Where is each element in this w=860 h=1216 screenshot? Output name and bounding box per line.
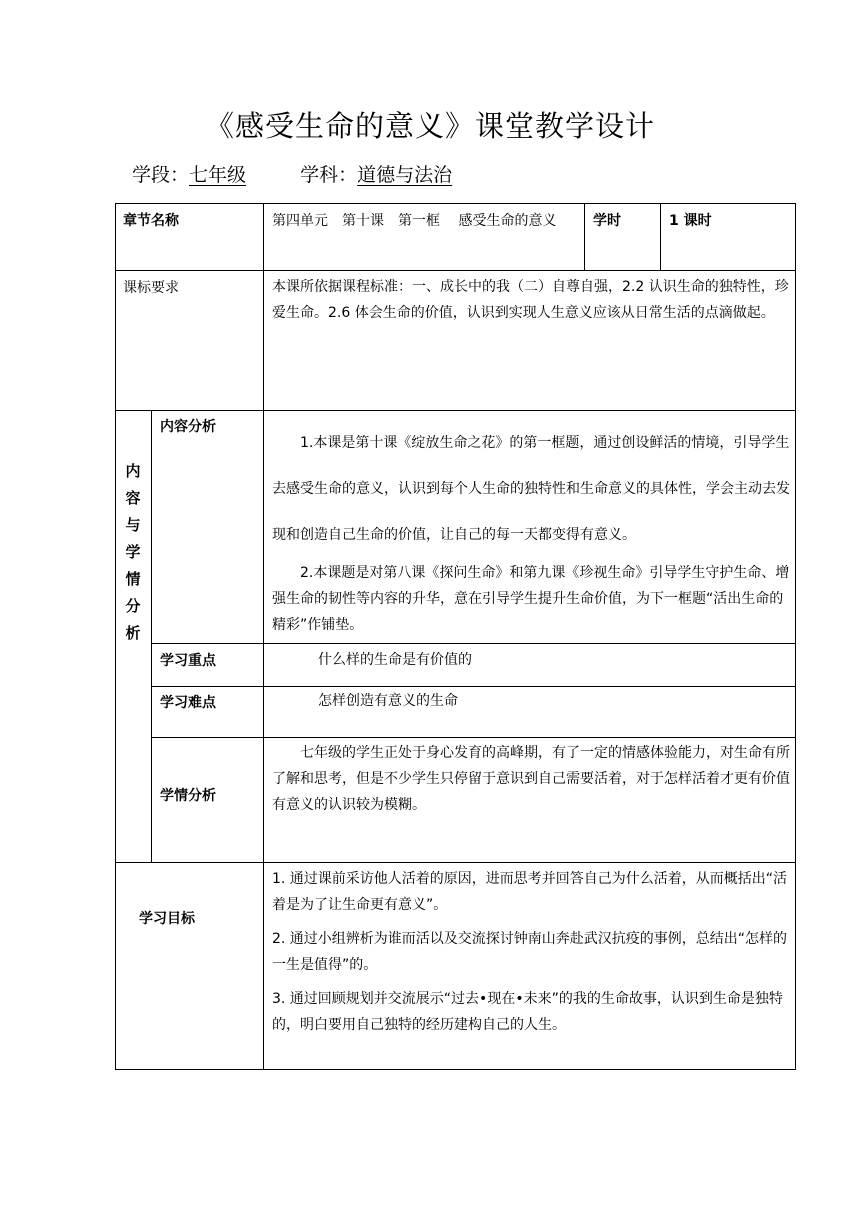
grade-value: 七年级 [189, 164, 247, 186]
chapter-label: 章节名称 [123, 213, 179, 229]
grade-label: 学段： [132, 164, 190, 186]
key-label: 学习重点 [160, 653, 216, 669]
goal-item: 2. 通过小组辨析为谁而活以及交流探讨钟南山奔赴武汉抗疫的事例，总结出“怎样的一生是值得”的。 [272, 931, 788, 973]
document-meta [132, 160, 452, 187]
period-label: 学时 [593, 213, 621, 229]
student-text: 七年级的学生正处于身心发育的高峰期，有了一定的情感体验能力，对生命有所了解和思考，但是不少学生只停留于意识到自己需要活着，对于怎样活着才更有价值有意义的认识较为模糊。 [272, 745, 790, 813]
difficulty-value: 怎样创造有意义的生命 [318, 693, 458, 709]
goal-item: 3. 通过回顾规划并交流展示“过去•现在•未来”的我的生命故事，认识到生命是独特的，明白要用自己独特的经历建构自己的人生。 [272, 991, 783, 1033]
period-value: 1 课时 [669, 213, 712, 229]
content-paragraph-2: 2.本课题是对第八课《探问生命》和第九课《珍视生命》引导学生守护生命、增强生命的韧性等内容的升华，意在引导学生提升生命价值，为下一框题“活出生命的精彩”作铺垫。 [272, 565, 790, 633]
standard-label: 课标要求 [123, 280, 179, 296]
subject-label: 学科： [300, 164, 358, 186]
document-title: 《感受生命的意义》课堂教学设计 [204, 109, 655, 143]
key-value: 什么样的生命是有价值的 [318, 652, 472, 668]
subject-value: 道德与法治 [357, 164, 453, 186]
goals-list [272, 866, 790, 1046]
standard-text: 本课所依据课程标准：一、成长中的我（二）自尊自强，2.2 认识生命的独特性，珍爱生命。2.6 体会生命的价值，认识到实现人生意义应该从日常生活的点滴做起。 [272, 279, 789, 321]
chapter-value: 第四单元 第十课 第一框 感受生命的意义 [272, 213, 557, 229]
goal-item: 1. 通过课前采访他人活着的原因，进而思考并回答自己为什么活着，从而概括出“活着是为了让生命更有意义”。 [272, 871, 788, 913]
content-paragraph-1: 1.本课是第十课《绽放生命之花》的第一框题，通过创设鲜活的情境，引导学生去感受生命的意义，认识到每个人生命的独特性和生命意义的具体性，学会主动去发现和创造自己生命的价值，让自己的每一天都变得有意义。 [272, 435, 790, 543]
analysis-group-label: 内 容 与 学 情 分 析 [125, 462, 141, 642]
student-label: 学情分析 [160, 788, 216, 804]
difficulty-label: 学习难点 [160, 695, 216, 711]
content-label: 内容分析 [160, 419, 216, 435]
content-analysis [272, 420, 790, 638]
goals-label: 学习目标 [139, 911, 195, 927]
